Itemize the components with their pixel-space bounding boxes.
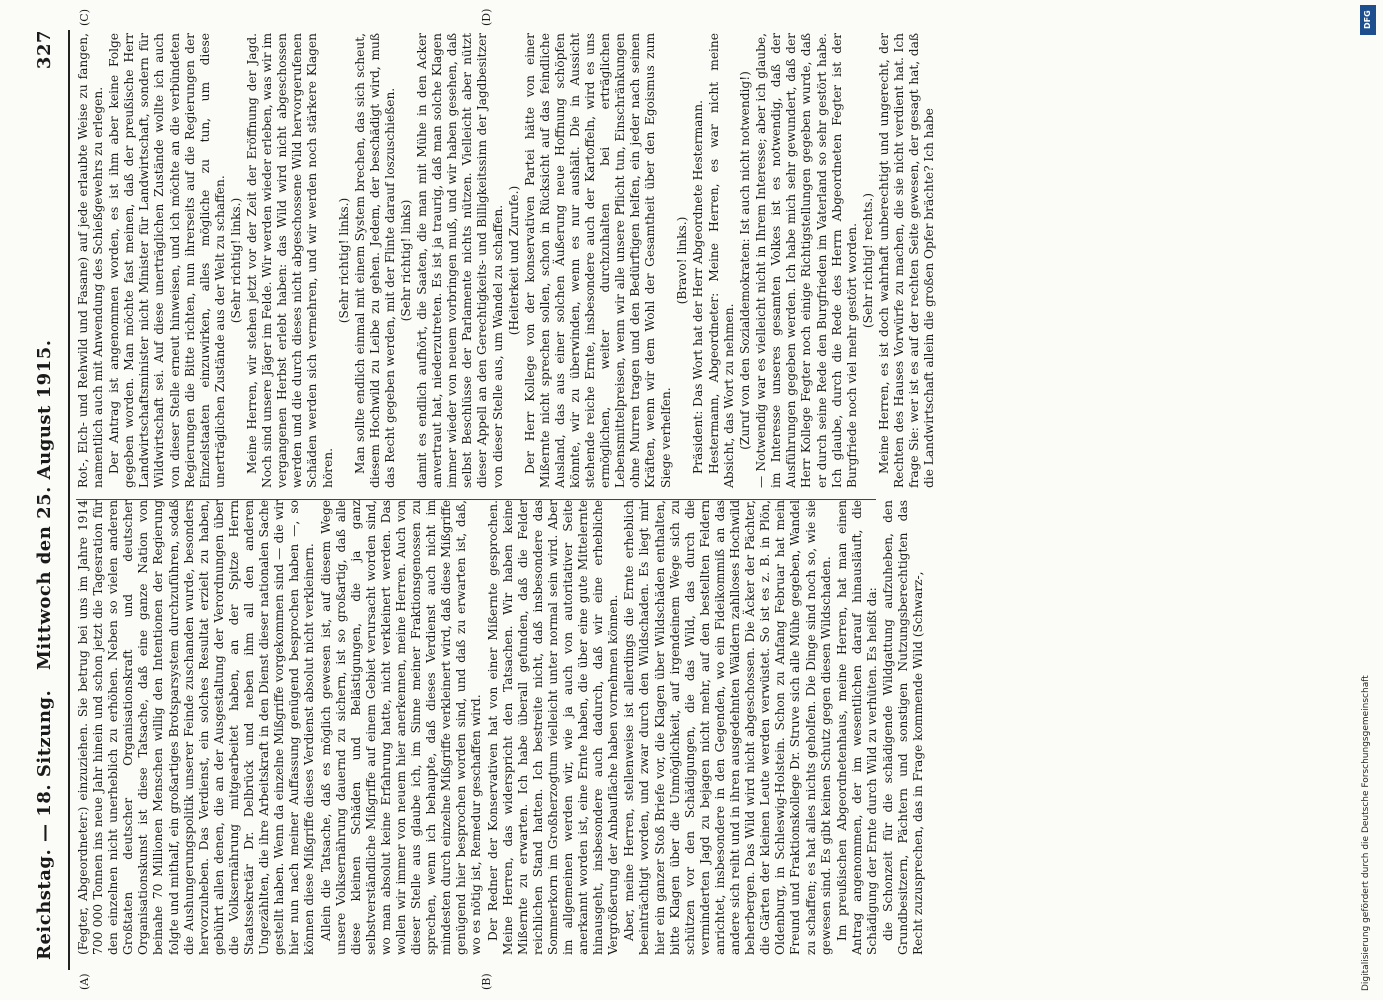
margin-marker-a: (A) (78, 973, 91, 990)
paragraph: Aber, meine Herren, stellenweise ist allerdings die Ernte erheblich beeinträchtigt worden, und zwar durch den Wildschaden. Es liegt mir hier ein ganzer Stoß Briefe vor, die Klagen über Wildschäden enthalten, bitte Klagen über die Unmöglichkeit, auf irgendeinem Wege sich zu schützen vor den Schädigungen, die das Wild, das durch die verminderten Jagd zu bejagen nicht mehr, auf den bestellten Feldern anrichtet, insbesondere in den Gegenden, wo ein Fideikommiß an das andere sich reiht und in ihren ausgedehnten Wäldern zahlloses Hochwild beherbergen. Das Wild wird nicht abgeschossen. Die Äcker der Pächter, die Gärten der kleinen Leute werden verwüstet. So ist es z. B. in Plön, Oldenburg, in Schleswig-Holstein. Schon zu Anfang Februar hat mein Freund und Fraktionskollege Dr. Struve sich alle Mühe gegeben, Wandel zu schaffen; es hat alles nichts geholfen. Die Dinge sind noch so, wie sie gewesen sind. Es gibt keinen Schutz gegen diesen Wildschaden. (622, 500, 833, 955)
paragraph: Der Redner der Konservativen hat von einer Mißernte gesprochen. Meine Herren, das widerspricht den Tatsachen. Wir haben keine Mißernte zu erwarten. Ich habe überall gefunden, daß die Felder reichlichen Stand hatten. Ich bestreite nicht, daß insbesondere das Sommerkorn im Großherzogtum vielleicht unter normal sein wird. Aber im allgemeinen werden wir, wie ja auch von autoritativer Seite anerkannt worden ist, eine Ernte haben, die über eine gute Mittelernte hinausgeht, insbesondere auch dadurch, daß wir eine erhebliche Vergrößerung der Anbaufläche haben vornehmen können. (485, 500, 621, 955)
paragraph: (Fegter, Abgeordneter:) einzuziehen. Sie betrug bei uns im Jahre 1914 700 000 Tonnen ins neue Jahr hinein und schon jetzt die Tagesration für den einzelnen nicht unerheblich zu erhöhen. Neben so vielen anderen Großtaten deutscher Organisationskraft und deutscher Organisationskunst ist diese Tatsache, daß eine ganze Nation von beinahe 70 Millionen Menschen willig den Intentionen der Regierung folgte und mithalf, ein großartiges Brotsparsystem durchzuführen, sodaß die Aushungerungspolitik unserer Feinde zuschanden wurde, besonders hervorzuheben. Das Verdienst, ein solches Resultat erzielt zu haben, gebührt allen denen, die an der Ausgestaltung der Verordnungen über die Volksernährung mitgearbeitet haben, an der Spitze Herrn Staatssekretär Dr. Delbrück und neben ihm all den anderen Ungezählten, die ihre Arbeitskraft in den Dienst dieser nationalen Sache gestellt haben. Wenn da einzelne Mißgriffe vorgekommen sind — die wir hier nun nach meiner Auffassung genügend besprochen haben —, so können diese Mißgriffe dieses Verdienst absolut nicht verkleinern. (76, 500, 317, 955)
dfg-credit-text: Digitalisierung gefördert durch die Deutsche Forschungsgemeinschaft (1361, 675, 1371, 991)
dfg-credit (1360, 5, 1378, 995)
page-number: 327 (34, 30, 55, 70)
header-left: Reichstag. — 18. Sitzung. (34, 689, 55, 960)
interjection: (Sehr richtig! links.) (228, 197, 243, 324)
dfg-logo: DFG (1360, 5, 1376, 35)
interjection: (Bravo! links.) (674, 216, 689, 305)
paragraph: Im preußischen Abgeordnetenhaus, meine Herren, hat man einen Antrag angenommen, der im wesentlichen darauf hinausläuft, die Schädigung der Ernte durch Wild zu verhüten. Es heißt da: (834, 500, 879, 955)
column-right (76, 33, 937, 488)
column-divider (76, 499, 876, 500)
interjection: (Zuruf von den Sozialdemokraten: Ist auch nicht notwendig!) (738, 71, 753, 450)
margin-marker-d: (D) (480, 8, 493, 26)
paragraph: Allein die Tatsache, daß es möglich gewesen ist, auf diesem Wege unsere Volksernährung dauernd zu sichern, ist so großartig, daß alle diese kleinen Schäden und Belästigungen, die ja ganz selbstverständliche Mißgriffe auf einem Gebiet verursacht worden sind, wo man absolut keine Erfahrung hatte, nicht verkleinert werden. Das wollen wir immer von neuem hier anerkennen, meine Herren. Auch von dieser Stelle aus glaube ich, im Sinne meiner Fraktionsgenossen zu sprechen, wenn ich behaupte, daß dieses Verdienst auch nicht im mindesten durch einzelne Mißgriffe verkleinert wird, daß diese Mißgriffe genügend hier besprochen worden sind, und daß zu erwarten ist, daß, wo es nötig ist, Remedur geschaffen wird. (318, 500, 484, 955)
interjection: (Heiterkeit und Zurufe.) (506, 185, 521, 336)
president-statement: Präsident: Das Wort hat der Herr Abgeordnete Hestermann. (690, 99, 705, 474)
interjection: (Sehr richtig! rechts.) (860, 192, 875, 329)
column-left (76, 500, 926, 955)
header-date: Mittwoch den 25. August 1915. (34, 339, 55, 670)
paragraph: Der Herr Kollege von der konservativen Partei hätte von einer Mißernte nicht sprechen sollen, schon in Rücksicht auf das feindliche Ausland, das aus einer solchen Äußerung neue Hoffnung schöpfen könnte, wir zu überwinden, wenn es nur aushält. Die in Aussicht stehende reiche Ernte, insbesondere auch der Kartoffeln, wird es uns ermöglichen, weiter durchzuhalten bei erträglichen Lebensmittelpreisen, wenn wir alle unsere Pflicht tun, Einschränkungen ohne Murren tragen und den Bedürftigen helfen, ein jeder nach seinen Kräften, wenn wir dem Wohl der Gesamtheit über den Egoismus zum Siege verhelfen. (522, 33, 673, 488)
quote-paragraph: die Schonzeit für die schädigende Wildgattung aufzuheben, den Grundbesitzern, Pächtern und sonstigen Nutzungsberechtigten das Recht zuzusprechen, das in Frage kommende Wild (Schwarz-, (880, 500, 926, 955)
paragraph: Man sollte endlich einmal mit einem System brechen, das sich scheut, diesem Hochwild zu Leibe zu gehen. Jedem, der beschädigt wird, muß das Recht gegeben werden, mit der Flinte darauf loszuschießen. (352, 33, 397, 488)
paragraph: — Notwendig war es vielleicht nicht in Ihrem Interesse; aber ich glaube, im Interesse unseres gesamten Volkes ist es notwendig, daß der Ausführungen gegeben werden. Ich habe mich sehr gewundert, daß der Herr Kollege Fegter noch einige Richtigstellungen gegeben wurde, daß er durch seine Rede den Burgfrieden im Vaterland so sehr gestört habe. Ich glaube, durch die Rede des Herrn Abgeordneten Fegter ist der Burgfriede noch viel mehr gestört worden. (754, 33, 859, 488)
paragraph: Rot-, Elch- und Rehwild und Fasane) auf jede erlaubte Weise zu fangen, namentlich auch mit Anwendung des Schießgewehrs zu erlegen. (76, 33, 106, 488)
margin-marker-b: (B) (480, 973, 493, 990)
paragraph: damit es endlich aufhört, die Saaten, die man mit Mühe in den Acker anvertraut hat, niederzutreten. Es ist ja traurig, daß man solche Klagen immer wieder von neuem vorbringen muß, und wir haben gesehen, daß selbst Beschlüsse der Parlamente nichts nützen. Vielleicht aber nützt dieser Appell an den Gerechtigkeits- und Billigkeitssinn der Jagdbesitzer von dieser Stelle aus, um Wandel zu schaffen. (415, 33, 505, 488)
interjection: (Sehr richtig! links) (398, 199, 413, 322)
paragraph: Meine Herren, wir stehen jetzt vor der Zeit der Eröffnung der Jagd. Noch sind unsere Jäger im Felde. Wir werden wieder erleben, was wir im vergangenen Herbst erlebt haben: das Wild wird nicht abgeschossen werden und die durch dieses nicht abgeschossene Wild hervorgerufenen Schäden werden sich vermehren, und wir werden noch stärkere Klagen hören. (245, 33, 335, 488)
header-rule (68, 30, 70, 970)
running-header (30, 30, 64, 970)
paragraph: Meine Herren, es ist doch wahrhaft unberechtigt und ungerecht, der Rechten des Hauses Vorwürfe zu machen, die sie nicht verdient hat. Ich frage Sie: wer ist es auf der rechten Seite gewesen, der gesagt hat, daß die Landwirtschaft allein die großen Opfer brächte? Ich habe (876, 33, 937, 488)
interjection: (Sehr richtig! links.) (336, 197, 351, 324)
margin-marker-c: (C) (78, 9, 91, 26)
speaker-statement: Hestermann, Abgeordneter: Meine Herren, es war nicht meine Absicht, das Wort zu nehmen. (706, 33, 736, 488)
paragraph: Der Antrag ist angenommen worden, es ist ihm aber keine Folge gegeben worden. Man möchte fast meinen, daß der preußische Herr Landwirtschaftsminister nicht Minister für Landwirtschaft, sondern für Wildwirtschaft sei. Auf diese unerträglichen Zustände wollte ich auch von dieser Stelle erneut hinweisen, und ich möchte an die verbündeten Regierungen die Bitte richten, nun ihrerseits auf die Regierungen der Einzelstaaten einzuwirken, alles mögliche zu tun, um diese unerträglichen Zustände aus der Welt zu schaffen. (107, 33, 227, 488)
